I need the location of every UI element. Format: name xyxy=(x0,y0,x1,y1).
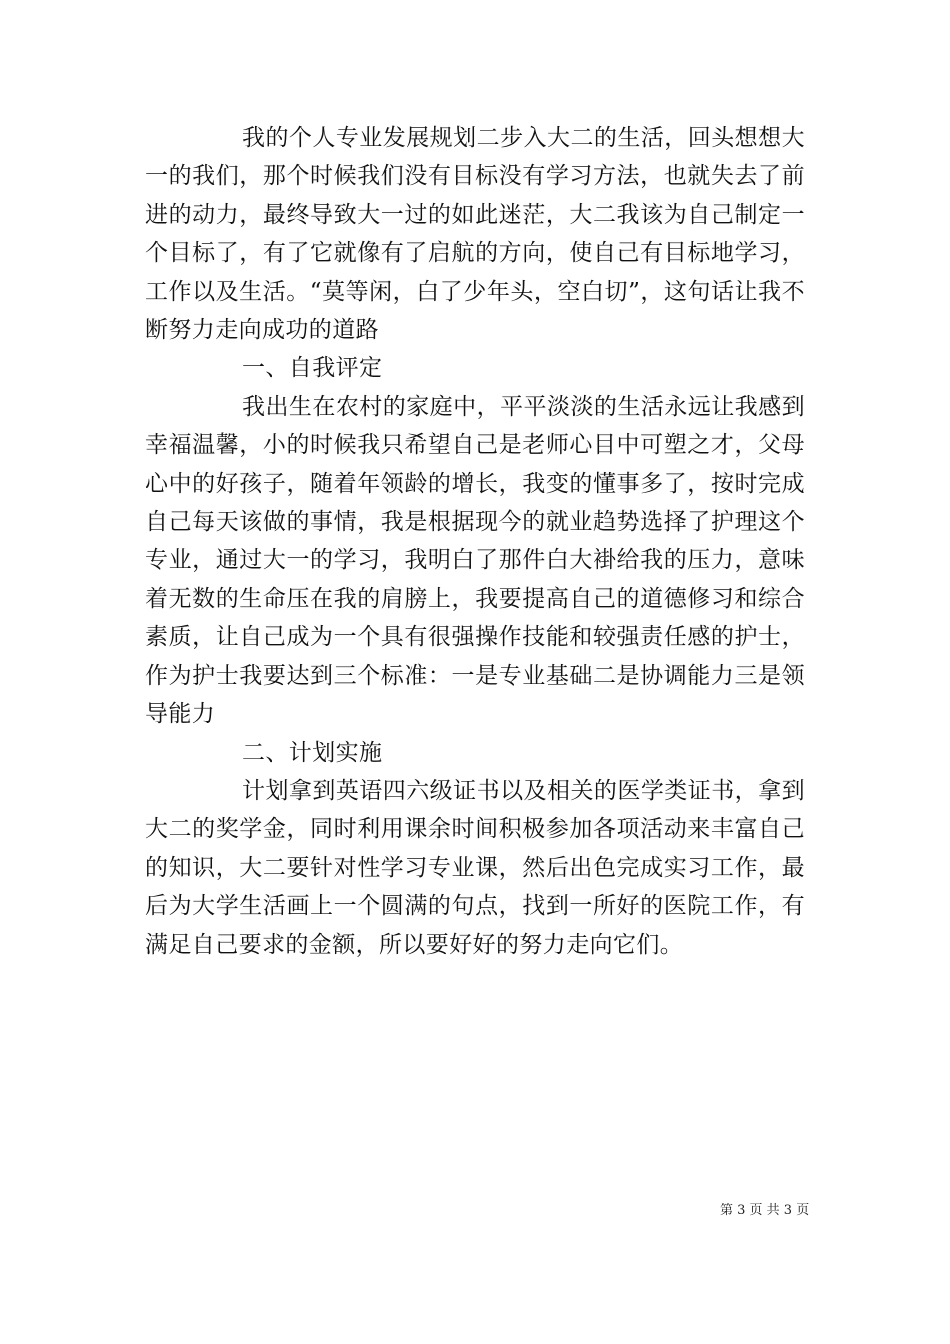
page-number-footer: 第 3 页 共 3 页 xyxy=(720,1203,810,1218)
paragraph-plan-implementation: 计划拿到英语四六级证书以及相关的医学类证书，拿到大二的奖学金，同时利用课余时间积极参加各项活动来丰富自己的知识，大二要针对性学习专业课，然后出色完成实习工作，最后为大学生活画上一个圆满的句点，找到一所好的医院工作，有满足自己要求的金额，所以要好好的努力走向它们。 xyxy=(145,777,805,958)
paragraph-self-assessment: 我出生在农村的家庭中，平平淡淡的生活永远让我感到幸福温馨，小的时候我只希望自己是老师心目中可塑之才，父母心中的好孩子，随着年领龄的增长，我变的懂事多了，按时完成自己每天该做的事情，我是根据现今的就业趋势选择了护理这个专业，通过大一的学习，我明白了那件白大褂给我的压力，意味着无数的生命压在我的肩膀上，我要提高自己的道德修习和综合素质，让自己成为一个具有很强操作技能和较强责任感的护士，作为护士我要达到三个标准：一是专业基础二是协调能力三是领导能力 xyxy=(145,393,805,728)
document-body xyxy=(145,119,805,964)
paragraph-intro: 我的个人专业发展规划二步入大二的生活，回头想想大一的我们，那个时候我们没有目标没有学习方法，也就失去了前进的动力，最终导致大一过的如此迷茫，大二我该为自己制定一个目标了，有了它就像有了启航的方向，使自己有目标地学习，工作以及生活。“莫等闲，白了少年头，空白切”，这句话让我不断努力走向成功的道路 xyxy=(145,125,805,344)
section-heading-self-assessment: 一、自我评定 xyxy=(242,355,383,382)
section-heading-plan-implementation: 二、计划实施 xyxy=(242,739,383,766)
